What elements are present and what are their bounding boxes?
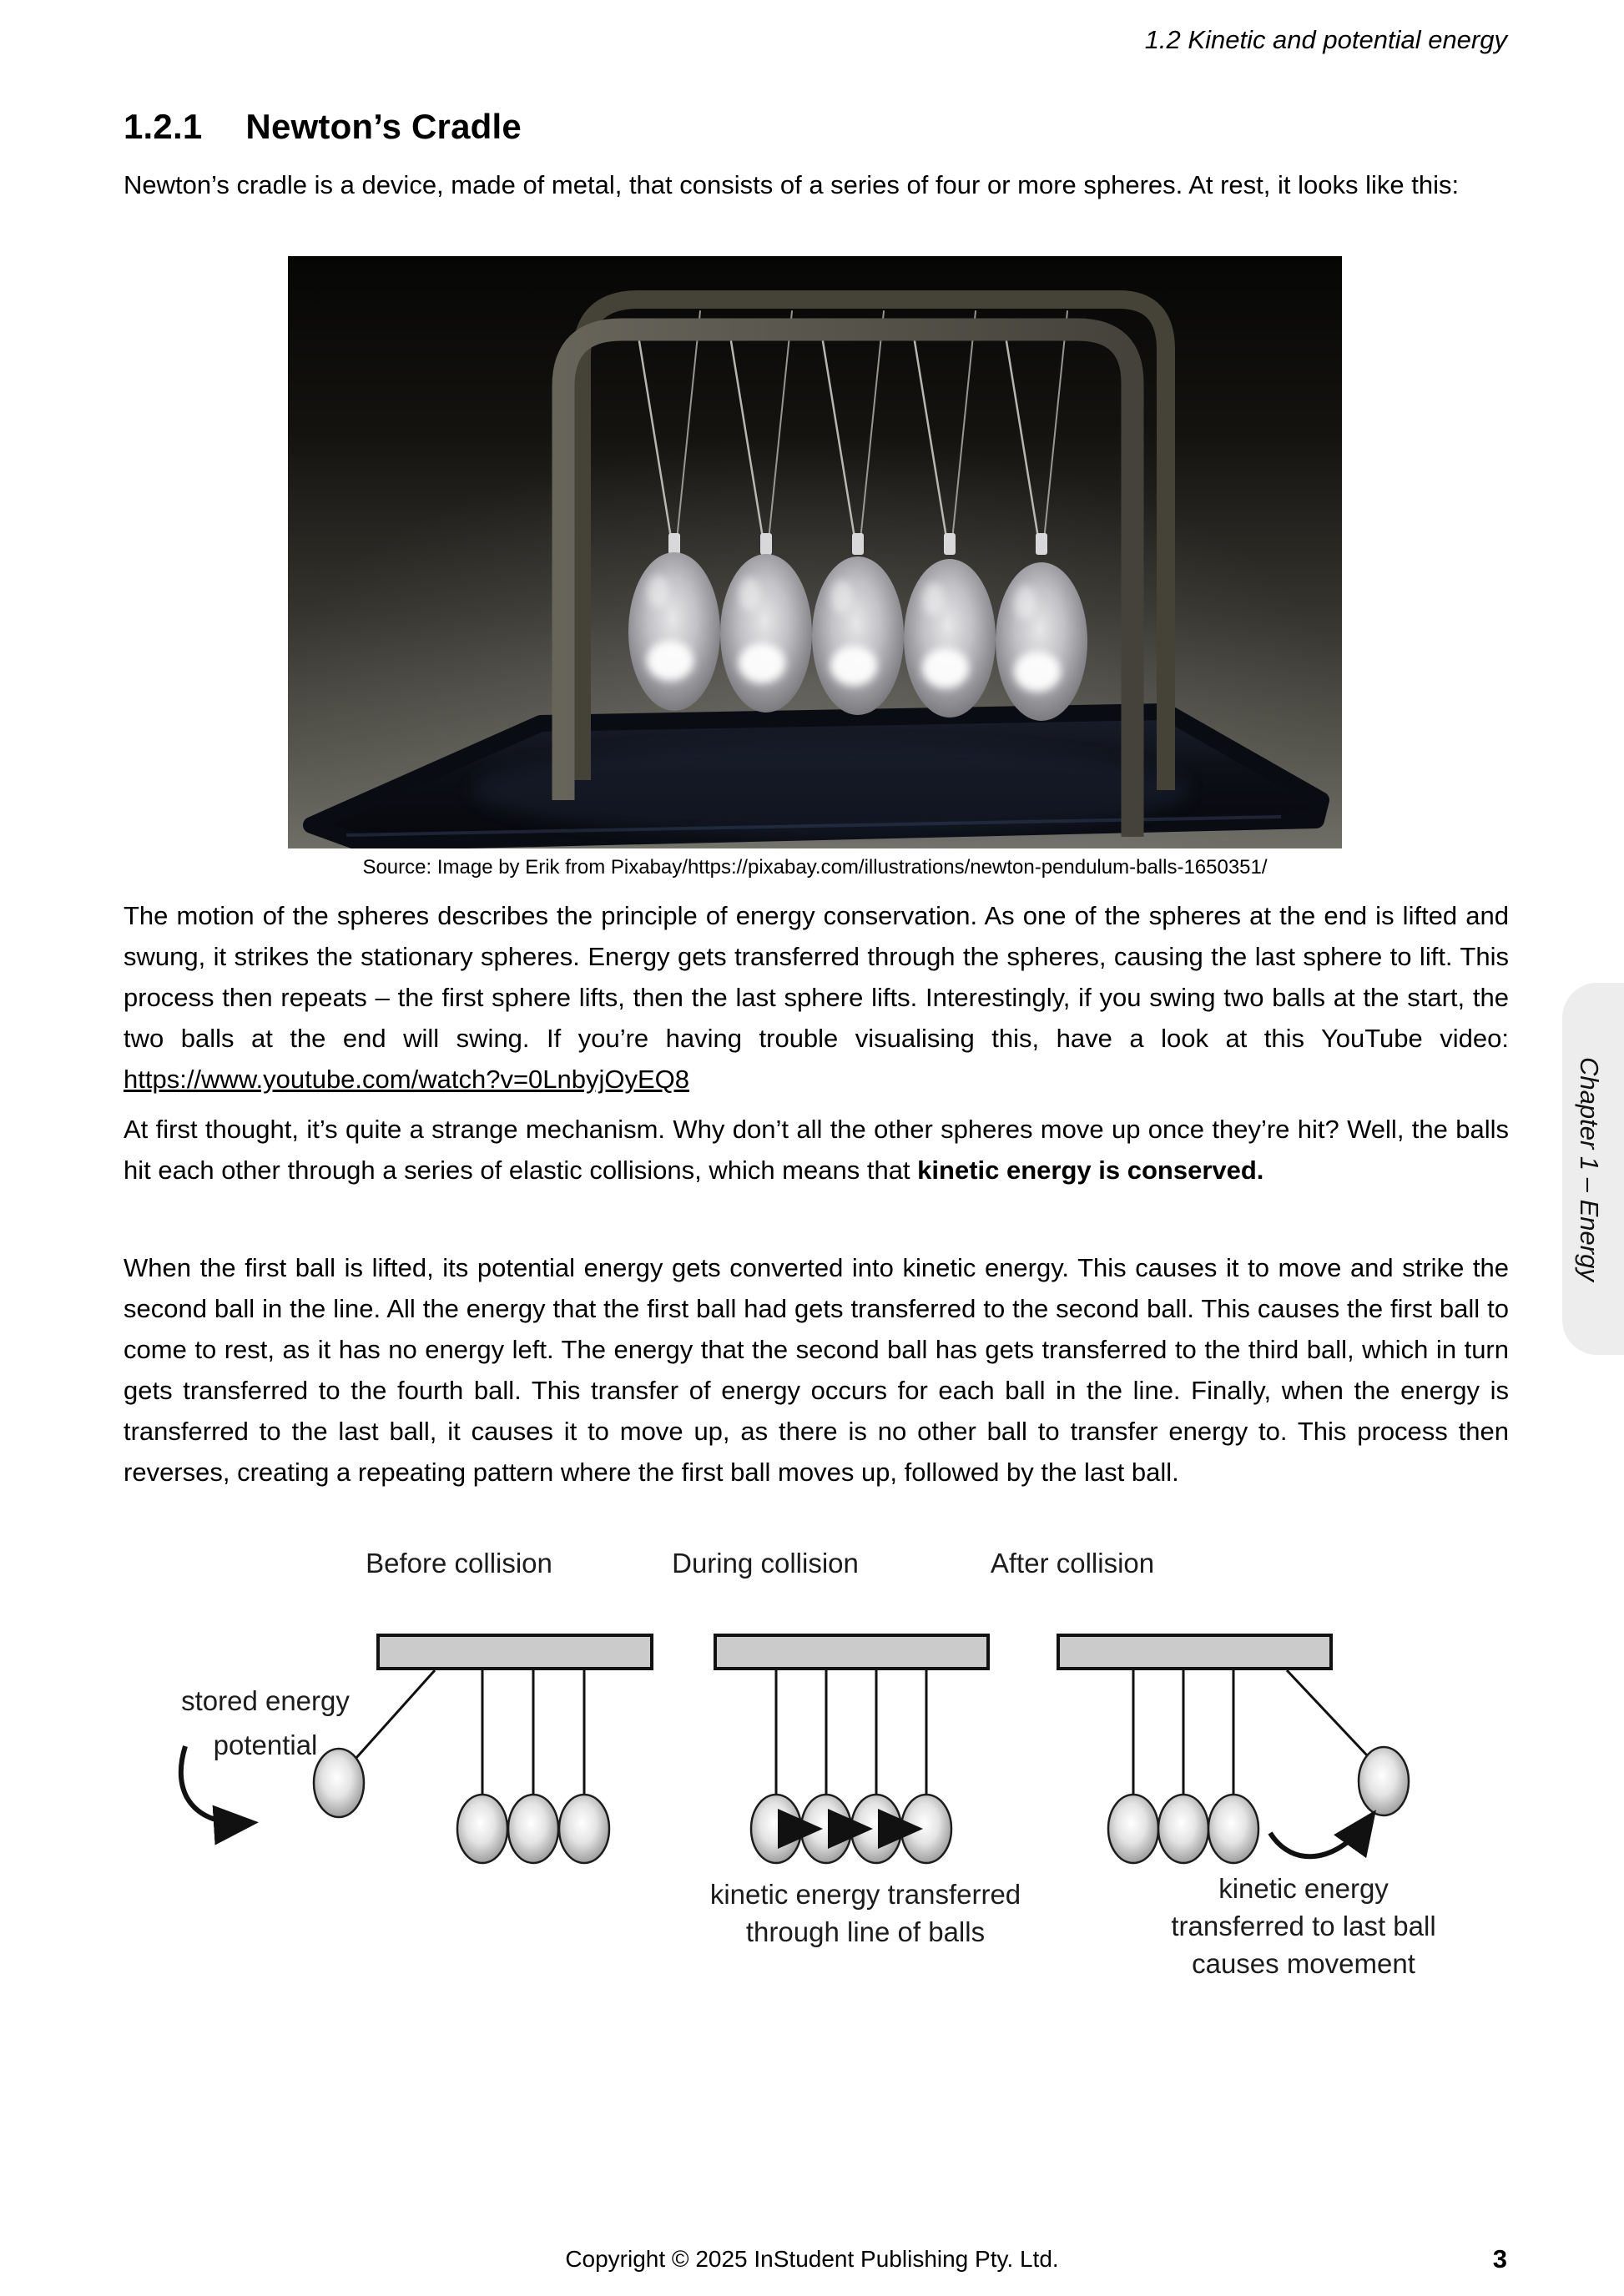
chapter-sidebar-tab [1562, 983, 1624, 1355]
page-number: 3 [1492, 2244, 1507, 2273]
chapter-sidebar-tab-label: Chapter 1 – Energy [1575, 1056, 1604, 1281]
stored-energy-label-line2: potential [213, 1730, 318, 1760]
lifted-ball-before [314, 1749, 364, 1817]
collision-diagram-svg [125, 1539, 1502, 1990]
newtons-cradle-photo-svg [288, 256, 1342, 848]
paragraph-motion [124, 895, 1509, 1100]
diagram-title-after: After collision [990, 1548, 1155, 1578]
diagram-panel-before [181, 1635, 652, 1863]
diagram-title-during: During collision [672, 1548, 859, 1578]
diagram-title-before: Before collision [366, 1548, 552, 1578]
collision-diagram [125, 1539, 1502, 1990]
kinetic-energy-arrow [1270, 1818, 1370, 1856]
section-heading [124, 107, 522, 147]
stored-energy-label-line1: stored energy [181, 1685, 350, 1716]
paragraph-transfer: When the first ball is lifted, its potential energy gets converted into kinetic energy. This causes it to move and strike the second ball in the line. All the energy that the first ball had gets transferred to the second ball. This causes the first ball to come to rest, as it has no energy left. The energy that the second ball has gets transferred to the third ball, which in turn gets transferred to the fourth ball. This transfer of energy occurs for each ball in the line. Finally, when the energy is transferred to the last ball, it causes it to move up, as there is no other ball to transfer energy to. This process then reverses, creating a repeating pattern where the first ball moves up, followed by the last ball. [124, 1253, 1509, 1487]
during-label-line2: through line of balls [745, 1916, 986, 1947]
diagram-panel-during [710, 1635, 1021, 1947]
running-header: 1.2 Kinetic and potential energy [1144, 25, 1507, 54]
paragraph-mechanism [124, 1109, 1509, 1191]
lifted-ball-after [1359, 1747, 1409, 1815]
after-label-line3: causes movement [1192, 1948, 1415, 1979]
after-label-line1: kinetic energy [1218, 1873, 1389, 1904]
paragraph-intro: Newton’s cradle is a device, made of metal, that consists of a series of four or more spheres. At rest, it looks like this: [124, 170, 1460, 199]
diagram-panel-after [1058, 1635, 1436, 1979]
youtube-link[interactable]: https://www.youtube.com/watch?v=0LnbyjOyEQ8 [124, 1065, 690, 1094]
footer-copyright: Copyright © 2025 InStudent Publishing Pty. Ltd. [565, 2246, 1059, 2272]
paragraph-mechanism-text: At first thought, it’s quite a strange mechanism. Why don’t all the other spheres move up once they’re hit? Well, the balls hit each other through a series of elastic collisions, which means that [124, 1115, 1509, 1185]
paragraph-mechanism-bold: kinetic energy is conserved. [917, 1156, 1264, 1185]
photo-caption: Source: Image by Erik from Pixabay/https://pixabay.com/illustrations/newton-pendulum-balls-1650351/ [362, 856, 1268, 879]
paragraph-motion-text: The motion of the spheres describes the principle of energy conservation. As one of the spheres at the end is lifted and swung, it strikes the stationary spheres. Energy gets transferred through the spheres, causing the last sphere to lift. This process then repeats – the first sphere lifts, then the last sphere lifts. Interestingly, if you swing two balls at the start, the two balls at the end will swing. If you’re having trouble visualising this, have a look at this YouTube video: [124, 901, 1509, 1053]
section-number: 1.2.1 [124, 107, 203, 146]
newtons-cradle-photo [288, 256, 1342, 848]
section-title: Newton’s Cradle [245, 107, 522, 146]
after-label-line2: transferred to last ball [1171, 1911, 1436, 1941]
during-label-line1: kinetic energy transferred [709, 1879, 1021, 1910]
